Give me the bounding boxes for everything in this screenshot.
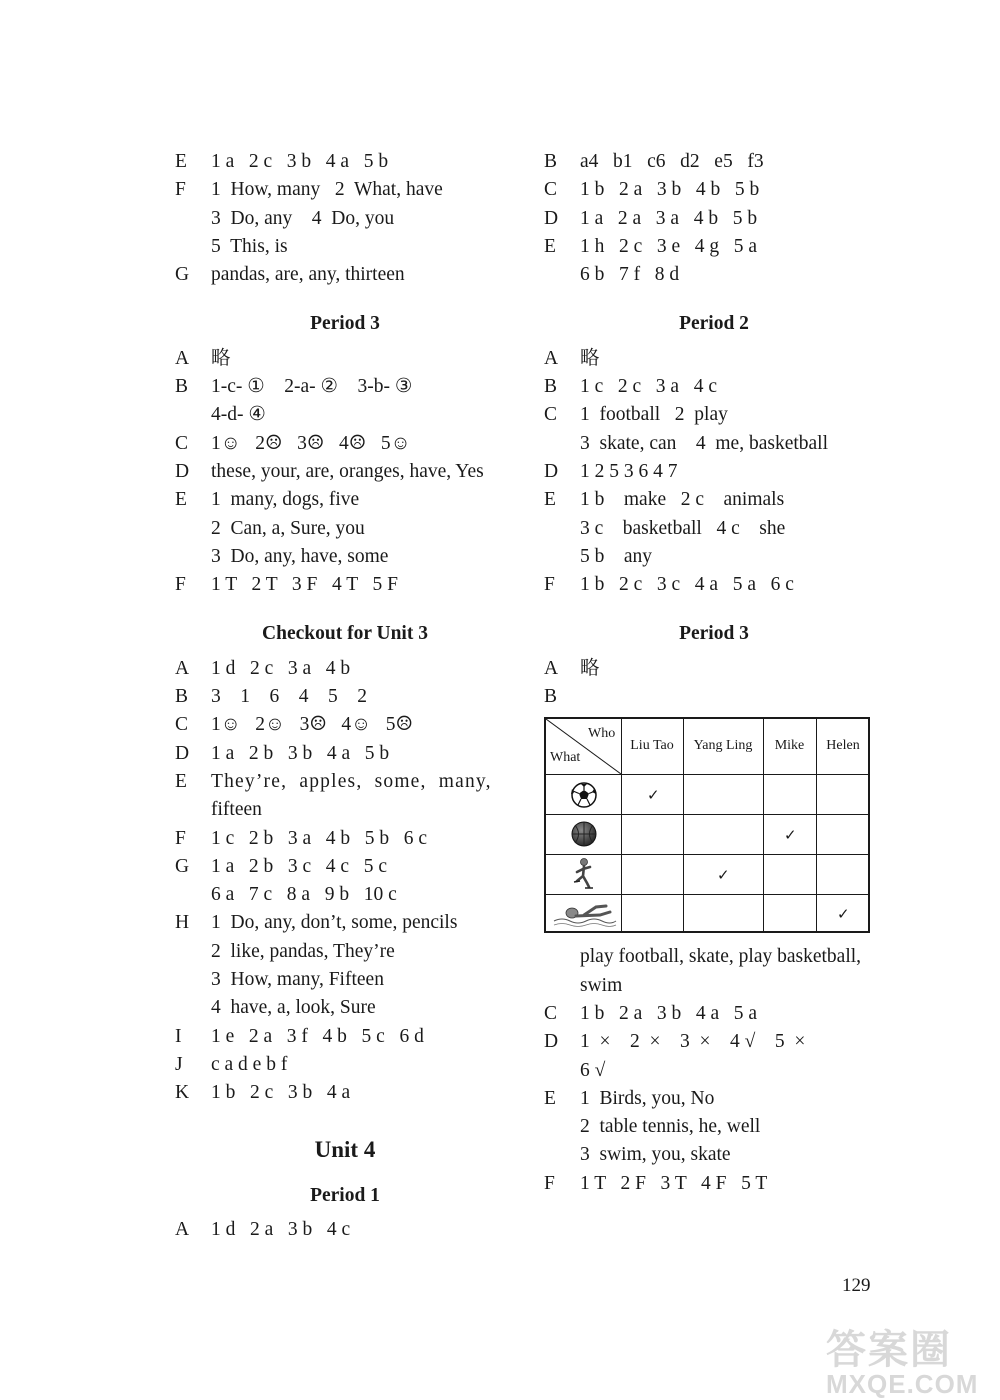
answer-line [544,972,884,1000]
answer-label: E [544,235,556,257]
answer-text: 略 [211,347,231,369]
answer-line [175,1216,515,1244]
answer-line [544,655,884,683]
answer-label: B [544,686,558,708]
answer-line [175,176,515,204]
answer-label: D [175,460,190,482]
answer-line [544,1085,884,1113]
swimmer-icon [550,901,618,929]
answer-line [544,345,884,373]
answer-text: swim [580,974,623,996]
answer-line [175,853,515,881]
watermark-line-1: 答案圈 [826,1328,952,1372]
section-heading-period-3: Period 3 [679,623,749,645]
answer-line [544,233,884,261]
answer-text: 1 2 5 3 6 4 7 [580,460,678,482]
answer-text: 1☺ 2☹ 3☹ 4☹ 5☺ [211,432,411,454]
answer-line [175,515,515,543]
answer-label: A [175,1219,190,1241]
answer-text: 1 T 2 T 3 F 4 T 5 F [211,574,398,596]
section-heading-period-3: Period 3 [310,313,380,335]
answer-label: A [175,657,190,679]
answer-line [175,458,515,486]
checkout-answers [175,655,515,1108]
answer-text: 6 a 7 c 8 a 9 b 10 c [211,884,397,906]
answer-line [175,655,515,683]
answer-line [175,233,515,261]
answer-line [175,825,515,853]
answer-text: 2 Can, a, Sure, you [211,517,365,539]
answer-line [175,148,515,176]
answer-text: these, your, are, oranges, have, Yes [211,460,484,482]
activity-table [544,717,870,933]
answer-line [175,261,515,289]
soccer-ball-icon [570,781,598,809]
skater-icon [568,857,600,893]
answer-line [175,994,515,1022]
answer-line [544,148,884,176]
answer-line [175,1051,515,1079]
answer-line [175,909,515,937]
answer-line [544,373,884,401]
answer-line [175,1023,515,1051]
answer-line [175,683,515,711]
answer-line [175,796,515,824]
answer-line [175,966,515,994]
section-heading-period-1: Period 1 [310,1184,380,1206]
answer-text: 1 c 2 b 3 a 4 b 5 b 6 c [211,827,428,849]
answer-line [544,1057,884,1085]
answer-line [544,1113,884,1141]
answer-label: K [175,1082,190,1104]
answer-line [175,430,515,458]
unit-title: Unit 4 [314,1136,376,1162]
answer-text: play football, skate, play basketball, [580,946,862,968]
section-heading-period-2: Period 2 [679,313,749,335]
answer-line [544,401,884,429]
answer-line [544,205,884,233]
answer-line [544,683,884,711]
answer-text: 1 b 2 c 3 b 4 a [211,1082,351,1104]
answer-label: C [544,1002,558,1024]
answer-text: 4-d- ④ [211,404,266,426]
answer-line [175,1079,515,1107]
answer-text: 2 table tennis, he, well [580,1116,761,1138]
answer-text: 6 √ [580,1059,606,1081]
answer-line [175,345,515,373]
answer-text: 1 a 2 b 3 b 4 a 5 b [211,742,390,764]
answer-text: 1 b 2 a 3 b 4 a 5 a [580,1002,758,1024]
answer-label: D [544,1031,559,1053]
answer-line [544,571,884,599]
answer-line [544,1170,884,1198]
answer-text: 1 b 2 c 3 c 4 a 5 a 6 c [580,574,794,596]
answer-text: 1 many, dogs, five [211,489,360,511]
answer-label: A [544,657,559,679]
left-column [175,148,515,1244]
answer-line [544,943,884,971]
answer-line [175,486,515,514]
answer-text: 3 skate, can 4 me, basketball [580,432,829,454]
answer-text: 1 c 2 c 3 a 4 c [580,376,717,398]
answer-line [544,486,884,514]
answer-label: B [544,151,558,172]
answer-label: I [175,1025,182,1047]
period-3-answers [175,345,515,600]
answer-label: E [544,1087,556,1109]
answer-label: A [175,347,190,369]
answer-label: F [175,574,186,596]
answer-text: a4 b1 c6 d2 e5 f3 [580,151,764,172]
answer-text: 1 × 2 × 3 × 4 √ 5 × [580,1031,806,1053]
answer-text: 5 b any [580,545,653,567]
answer-text: 1 b make 2 c animals [580,489,785,511]
answer-line [544,1000,884,1028]
answer-text: 3 1 6 4 5 2 [211,686,367,708]
check-mark: ✓ [717,868,730,885]
answer-line [175,881,515,909]
answer-text: 1 How, many 2 What, have [211,179,443,201]
answer-line [544,1141,884,1169]
column-header: Mike [774,738,805,754]
corner-who-label: Who [588,726,616,742]
answer-text: 1 football 2 play [580,404,728,426]
answer-label: C [544,179,558,201]
answer-label: F [544,574,555,596]
answer-label: B [544,376,558,398]
basketball-icon [570,820,598,848]
answer-line [544,430,884,458]
watermark-logo [826,1318,978,1400]
answer-label: D [544,207,559,229]
answer-text: 6 b 7 f 8 d [580,264,680,286]
answer-line [544,176,884,204]
answer-line [544,1028,884,1056]
answer-label: F [544,1172,555,1194]
answer-text: 1 b 2 a 3 b 4 b 5 b [580,179,760,201]
answer-line [175,543,515,571]
answer-text: 1 a 2 a 3 a 4 b 5 b [580,207,758,229]
right-column [544,148,884,1198]
answer-line [544,543,884,571]
check-mark: ✓ [647,788,660,805]
answer-line [175,205,515,233]
section-heading-checkout: Checkout for Unit 3 [262,623,428,645]
answer-line [544,515,884,543]
answer-text: c a d e b f [211,1053,288,1075]
answer-label: D [175,742,190,764]
check-mark: ✓ [784,828,797,845]
answer-text: 1 h 2 c 3 e 4 g 5 a [580,235,758,257]
answer-text: 1 a 2 b 3 c 4 c 5 c [211,855,387,877]
answer-line [175,711,515,739]
answer-text: 3 c basketball 4 c she [580,517,786,539]
answer-text: 1 a 2 c 3 b 4 a 5 b [211,151,389,172]
left-top-block [175,148,515,289]
answer-line [175,938,515,966]
answer-text: 略 [580,347,600,369]
answer-label: A [544,347,559,369]
answer-label: E [175,770,187,792]
answer-label: D [544,460,559,482]
answer-line [544,458,884,486]
answer-label: H [175,912,190,934]
answer-text: 2 like, pandas, They’re [211,940,395,962]
column-header: Helen [826,738,860,754]
answer-label: E [544,489,556,511]
answer-label: B [175,376,189,398]
period-1-answers [175,1216,515,1244]
answer-text: 5 This, is [211,235,288,257]
page-number: 129 [842,1275,871,1296]
answer-label: E [175,151,187,172]
column-header: Yang Ling [693,738,753,754]
answer-text: 3 swim, you, skate [580,1144,731,1166]
answer-text: 3 Do, any 4 Do, you [211,207,395,229]
answer-text: 1 d 2 c 3 a 4 b [211,657,351,679]
answer-text: fifteen [211,799,262,821]
answer-text: 4 have, a, look, Sure [211,997,376,1019]
answer-label: C [175,432,189,454]
answer-text: 1 e 2 a 3 f 4 b 5 c 6 d [211,1025,424,1047]
check-mark: ✓ [837,907,850,924]
answer-label: J [175,1053,183,1075]
period-3-after-table [544,943,884,1198]
answer-text: pandas, are, any, thirteen [211,264,405,286]
answer-text: 1 T 2 F 3 T 4 F 5 T [580,1172,768,1194]
answer-line [175,401,515,429]
answer-line [175,768,515,796]
column-header: Liu Tao [630,738,674,754]
answer-line [175,373,515,401]
answer-line [544,261,884,289]
answer-label: C [175,714,189,736]
answer-text: 3 How, many, Fifteen [211,969,384,991]
answer-label: E [175,489,187,511]
answer-text: They’re, apples, some, many, [211,770,492,792]
answer-label: B [175,686,189,708]
answer-line [175,571,515,599]
right-top-block [544,148,884,289]
answer-text: 1-c- ① 2-a- ② 3-b- ③ [211,376,413,398]
answer-label: F [175,179,186,201]
answer-text: 1 Birds, you, No [580,1087,715,1109]
answer-label: G [175,855,190,877]
answer-text: 3 Do, any, have, some [211,545,389,567]
period-2-answers [544,345,884,600]
answer-text: 1☺ 2☺ 3☹ 4☺ 5☹ [211,714,413,736]
answer-text: 1 Do, any, don’t, some, pencils [211,912,458,934]
answer-label: C [544,404,558,426]
answer-text: 1 d 2 a 3 b 4 c [211,1219,351,1241]
answer-text: 略 [580,657,600,679]
answer-line [175,740,515,768]
watermark-line-2: MXQE.COM [826,1369,979,1399]
answer-label: F [175,827,186,849]
corner-what-label: What [550,750,581,766]
answer-label: G [175,264,190,286]
